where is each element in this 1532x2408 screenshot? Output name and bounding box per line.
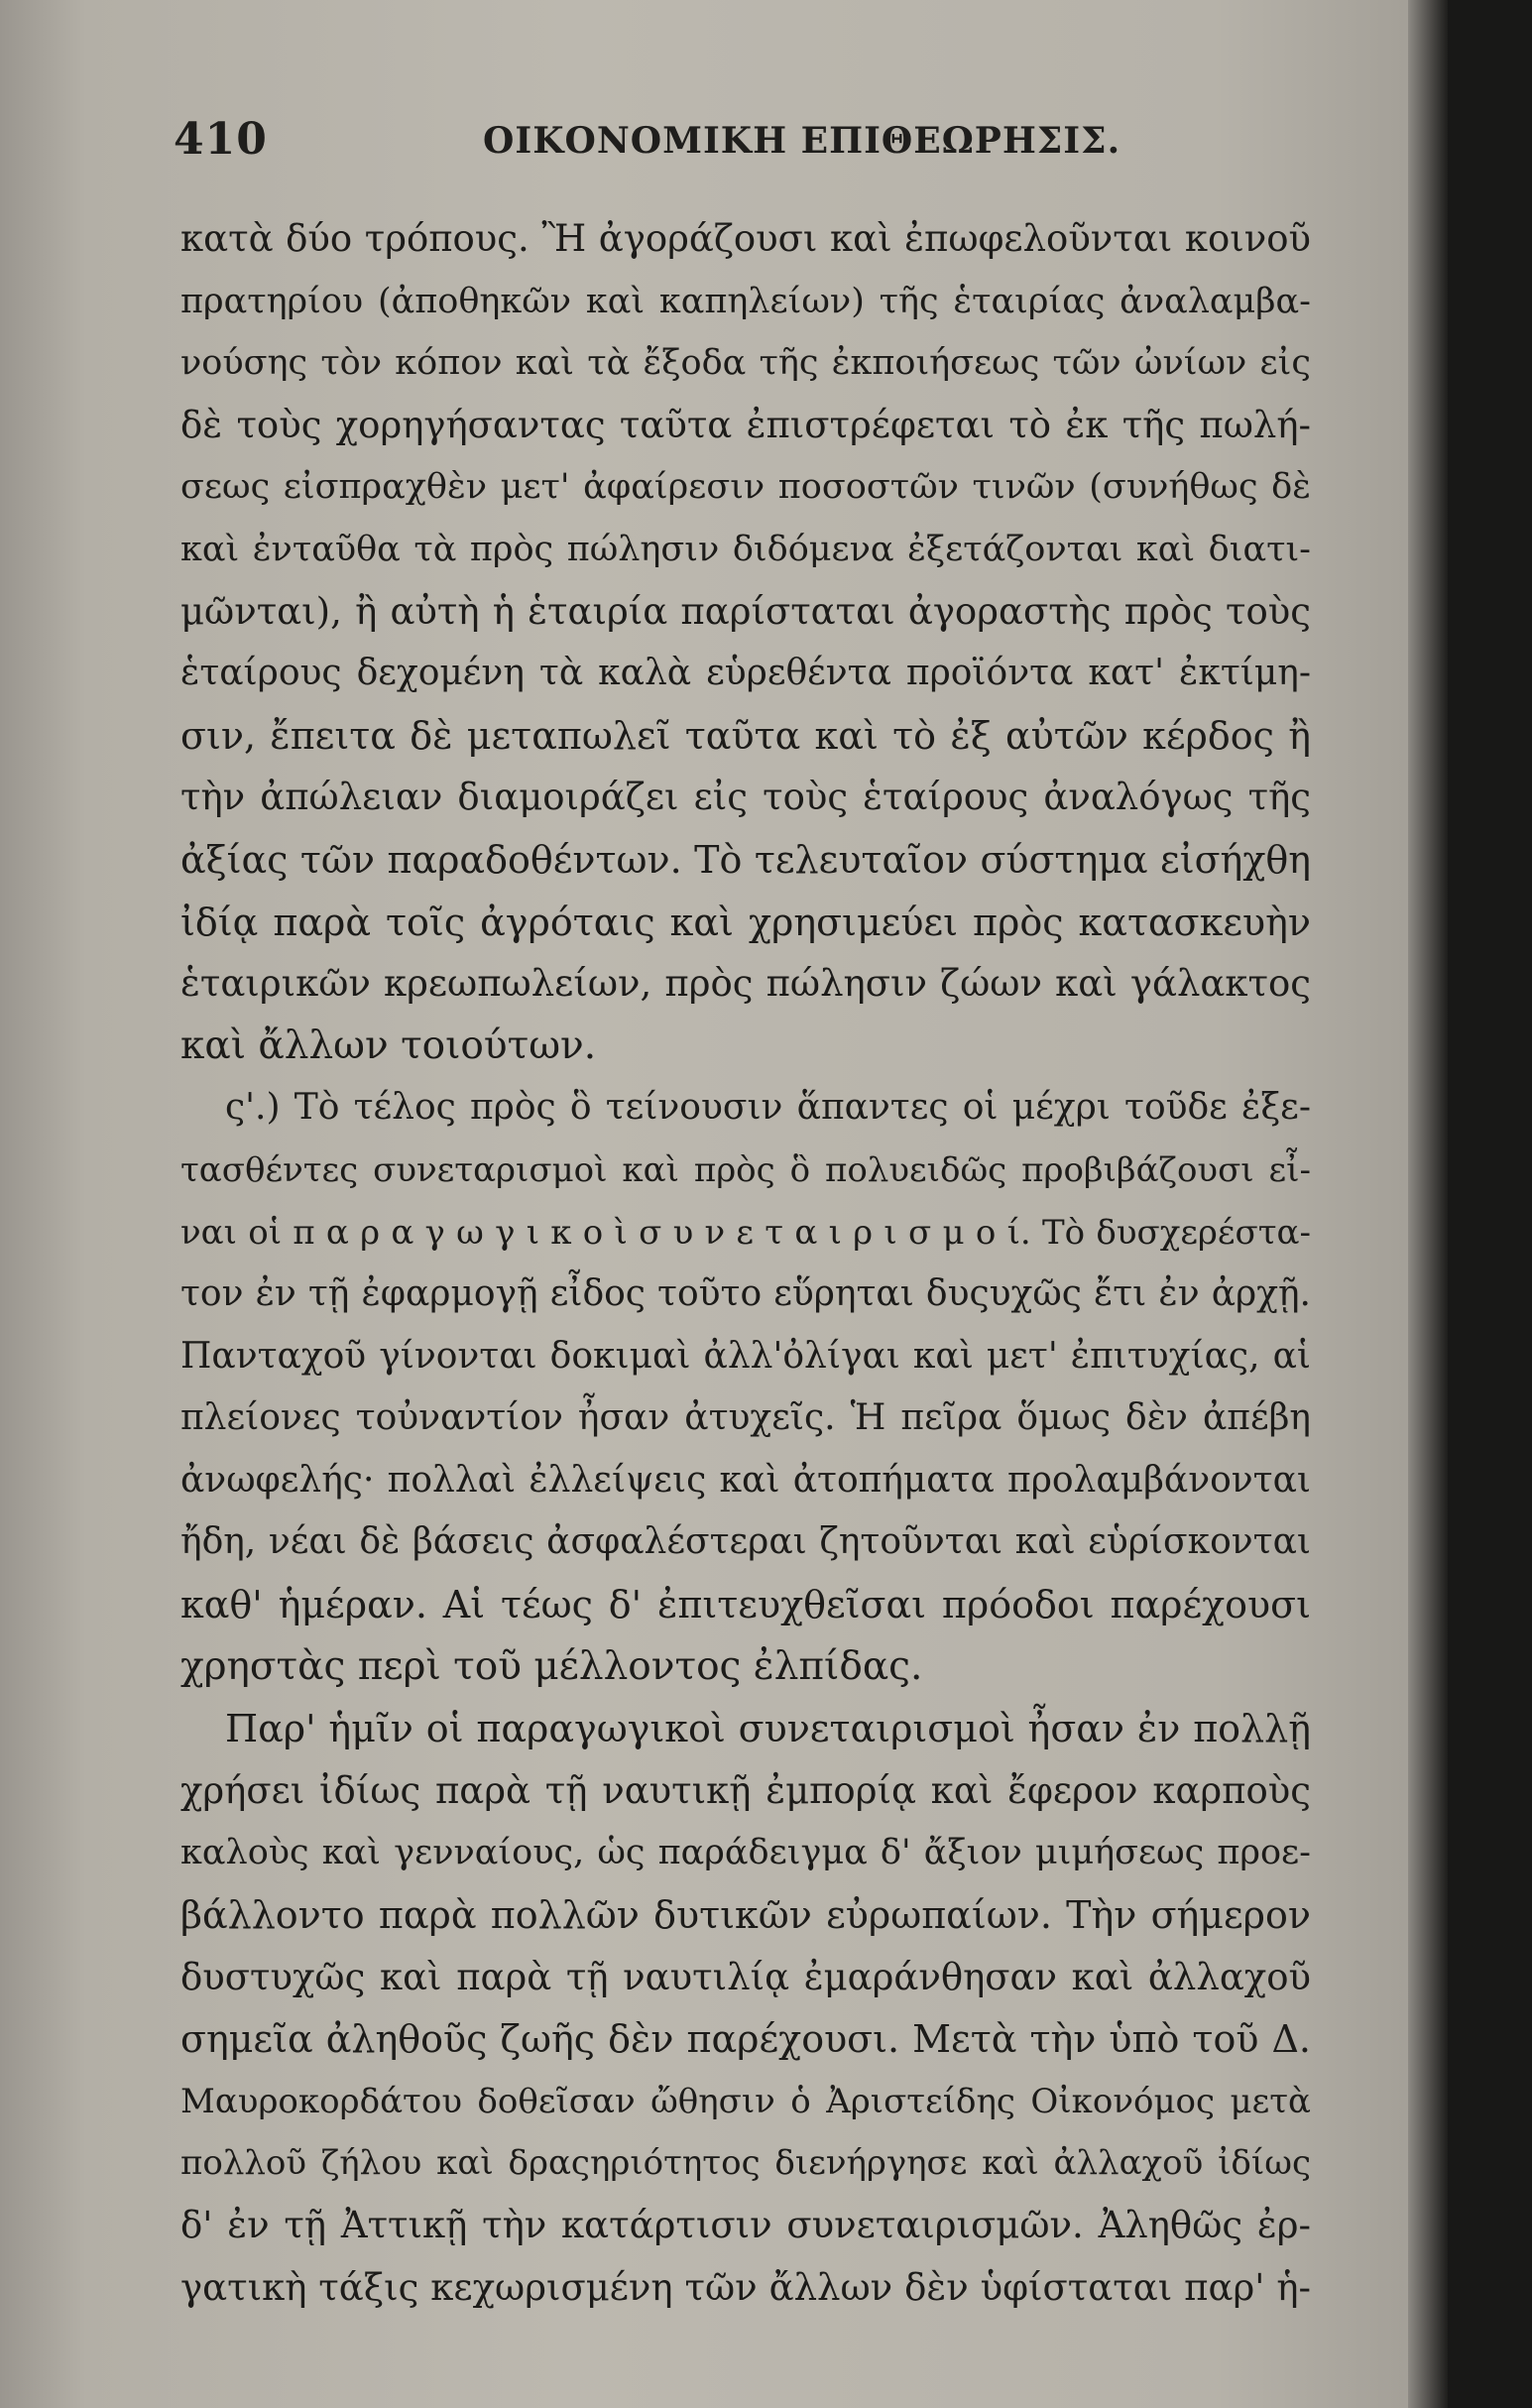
text-line: ναι οἱ π α ρ α γ ω γ ι κ ο ὶ σ υ ν ε τ α ι ρ ι σ μ ο ί. Τὸ δυσχερέστα- <box>180 1212 1311 1253</box>
text-line: πλείονες τοὐναντίον ἦσαν ἀτυχεῖς. Ἡ πεῖρα ὅμως δὲν ἀπέβη <box>180 1397 1311 1439</box>
text-line: ἤδη, νέαι δὲ βάσεις ἀσφαλέστεραι ζητοῦνται καὶ εὑρίσκονται <box>180 1521 1311 1563</box>
text-line: καὶ ἐνταῦθα τὰ πρὸς πώλησιν διδόμενα ἐξετάζονται καὶ διατι- <box>180 529 1311 569</box>
text-line: σεως εἰσπραχθὲν μετ' ἀφαίρεσιν ποσοστῶν τινῶν (συνήθως δὲ <box>180 467 1311 508</box>
text-line: ἰδίᾳ παρὰ τοῖς ἀγρόταις καὶ χρησιμεύει πρὸς κατασκευὴν <box>180 900 1311 944</box>
text-line: καλοὺς καὶ γενναίους, ὡς παράδειγμα δ' ἄξιον μιμήσεως προε- <box>180 1833 1311 1873</box>
running-head <box>174 114 1363 174</box>
text-line: χρηστὰς περὶ τοῦ μέλλοντος ἐλπίδας. <box>180 1643 923 1689</box>
text-line: καὶ ἄλλων τοιούτων. <box>180 1023 597 1068</box>
text-line: μῶνται), ἢ αὐτὴ ἡ ἑταιρία παρίσταται ἀγοραστὴς πρὸς τοὺς <box>180 589 1311 633</box>
text-line: ἑταίρους δεχομένη τὰ καλὰ εὑρεθέντα προϊόντα κατ' ἐκτίμη- <box>180 653 1311 694</box>
body-text <box>180 208 1311 2319</box>
text-line: τασθέντες συνεταρισμοὶ καὶ πρὸς ὃ πολυειδῶς προβιβάζουσι εἶ- <box>180 1149 1311 1190</box>
page-number: 410 <box>174 114 268 165</box>
text-line: Παρ' ἡμῖν οἱ παραγωγικοὶ συνεταιρισμοὶ ἦσαν ἐν πολλῇ <box>225 1707 1311 1751</box>
text-line: σημεῖα ἀληθοῦς ζωῆς δὲν παρέχουσι. Μετὰ τὴν ὑπὸ τοῦ Δ. <box>180 2017 1311 2062</box>
text-line: δὲ τοὺς χορηγήσαντας ταῦτα ἐπιστρέφεται τὸ ἐκ τῆς πωλή- <box>180 403 1311 446</box>
text-line: γατικὴ τάξις κεχωρισμένη τῶν ἄλλων δὲν ὑφίσταται παρ' ἡ- <box>180 2265 1311 2309</box>
text-line: ἀξίας τῶν παραδοθέντων. Τὸ τελευταῖον σύστημα εἰσήχθη <box>180 837 1311 882</box>
text-line: Μαυροκορδάτου δοθεῖσαν ὤθησιν ὁ Ἀριστείδης Οἰκονόμος μετὰ <box>180 2081 1311 2121</box>
text-line: τον ἐν τῇ ἐφαρμογῇ εἶδος τοῦτο εὕρηται δυςυχῶς ἔτι ἐν ἀρχῇ. <box>180 1273 1311 1315</box>
page-edge-shadow <box>1448 0 1532 2408</box>
text-line: χρήσει ἰδίως παρὰ τῇ ναυτικῇ ἐμπορίᾳ καὶ ἔφερον καρποὺς <box>180 1768 1311 1812</box>
text-line: βάλλοντο παρὰ πολλῶν δυτικῶν εὐρωπαίων. Τὴν σήμερον <box>180 1893 1311 1938</box>
text-line: ἑταιρικῶν κρεωπωλείων, πρὸς πώλησιν ζώων καὶ γάλακτος <box>180 962 1311 1006</box>
text-line: Πανταχοῦ γίνονται δοκιμαὶ ἀλλ'ὀλίγαι καὶ μετ' ἐπιτυχίας, αἱ <box>180 1335 1311 1377</box>
text-line: πολλοῦ ζήλου καὶ δραςηριότητος διενήργησε καὶ ἀλλαχοῦ ἰδίως <box>180 2143 1311 2184</box>
running-title: ΟΙΚΟΝΟΜΙΚΗ ΕΠΙΘΕΩΡΗΣΙΣ. <box>483 120 1121 162</box>
book-gutter <box>1408 0 1448 2408</box>
text-line: καθ' ἡμέραν. Αἱ τέως δ' ἐπιτευχθεῖσαι πρόοδοι παρέχουσι <box>180 1583 1311 1627</box>
text-line: τὴν ἀπώλειαν διαμοιράζει εἰς τοὺς ἑταίρους ἀναλόγως τῆς <box>180 776 1311 819</box>
text-line: νούσης τὸν κόπον καὶ τὰ ἔξοδα τῆς ἐκποιήσεως τῶν ὠνίων εἰς <box>180 343 1311 384</box>
text-line: κατὰ δύο τρόπους. Ἢ ἀγοράζουσι καὶ ἐπωφελοῦνται κοινοῦ <box>180 217 1311 260</box>
text-line: πρατηρίου (ἀποθηκῶν καὶ καπηλείων) τῆς ἑταιρίας ἀναλαμβα- <box>180 281 1311 321</box>
text-line: ἀνωφελής· πολλαὶ ἐλλείψεις καὶ ἀτοπήματα προλαμβάνονται <box>180 1459 1311 1501</box>
text-line: σιν, ἔπειτα δὲ μεταπωλεῖ ταῦτα καὶ τὸ ἐξ αὐτῶν κέρδος ἢ <box>180 713 1311 758</box>
text-line: δυστυχῶς καὶ παρὰ τῇ ναυτιλίᾳ ἐμαράνθησαν καὶ ἀλλαχοῦ <box>180 1955 1311 1998</box>
text-line: δ' ἐν τῇ Ἀττικῇ τὴν κατάρτισιν συνεταιρισμῶν. Ἀληθῶς ἐρ- <box>180 2204 1311 2246</box>
text-line: ς'.) Τὸ τέλος πρὸς ὃ τείνουσιν ἅπαντες οἱ μέχρι τοῦδε ἐξε- <box>225 1087 1311 1129</box>
